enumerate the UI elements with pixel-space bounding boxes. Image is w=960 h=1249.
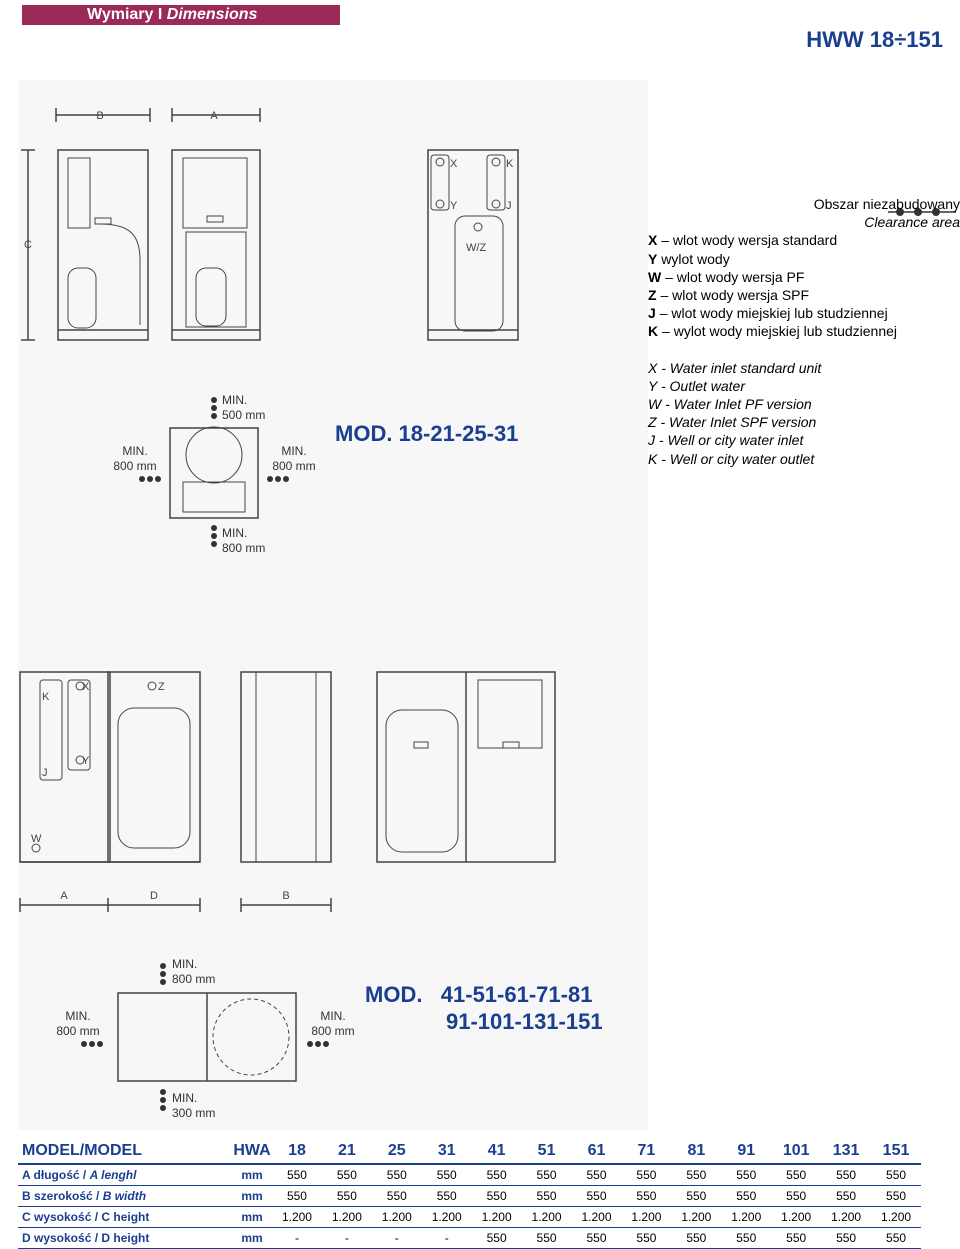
mod1-side-view — [21, 108, 150, 340]
mod1-label: MOD. 18-21-25-31 — [335, 421, 519, 446]
table-cell: 550 — [721, 1228, 771, 1249]
model-column-header: 81 — [671, 1139, 721, 1164]
table-cell: 1.200 — [721, 1207, 771, 1228]
table-cell: 550 — [472, 1164, 522, 1186]
legend-item-en: J - Well or city water inlet — [648, 432, 804, 449]
mod1-top-clearance-view — [170, 427, 258, 518]
table-cell: 1.200 — [572, 1207, 622, 1228]
port-label-y2: Y — [82, 755, 90, 767]
min-label-top-2: MIN. — [172, 957, 198, 971]
table-cell: 550 — [721, 1186, 771, 1207]
table-cell: 550 — [721, 1164, 771, 1186]
row-unit: mm — [232, 1164, 272, 1186]
table-cell: 1.200 — [771, 1207, 821, 1228]
clearance-800-left-2: 800 mm — [56, 1024, 100, 1038]
table-cell: 550 — [621, 1164, 671, 1186]
min-label-bottom-2: MIN. — [172, 1091, 198, 1105]
port-label-x: X — [450, 158, 458, 170]
legend-key: J — [648, 305, 656, 322]
mod2-label-line2: 91-101-131-151 — [446, 1009, 603, 1034]
table-cell: 550 — [572, 1228, 622, 1249]
legend-text: wlot wody wersja PF — [676, 268, 805, 285]
legend-dash: – — [660, 287, 669, 304]
port-label-j2: J — [42, 767, 48, 779]
model-column-header: 61 — [572, 1139, 622, 1164]
legend-list-pl — [648, 231, 960, 340]
table-cell: 550 — [272, 1186, 322, 1207]
section-title-en: Dimensions — [166, 6, 258, 23]
legend-dash: – — [661, 232, 670, 249]
legend-item-en: X - Water inlet standard unit — [648, 359, 822, 376]
table-cell: 550 — [871, 1186, 921, 1207]
table-cell: 1.200 — [821, 1207, 871, 1228]
row-unit: mm — [232, 1186, 272, 1207]
legend-item-en: K - Well or city water outlet — [648, 450, 815, 467]
row-label — [18, 1207, 232, 1228]
port-label-k2: K — [42, 691, 50, 703]
table-cell: 1.200 — [621, 1207, 671, 1228]
table-cell: 550 — [272, 1164, 322, 1186]
legend-dash: – — [665, 268, 673, 285]
model-column-header: 25 — [372, 1139, 422, 1164]
clearance-300: 300 mm — [172, 1106, 216, 1120]
row-label-pl: D wysokość / D height — [22, 1231, 150, 1245]
legend-text: wlot wody miejskiej lub studziennej — [671, 305, 888, 322]
table-cell: 550 — [422, 1186, 472, 1207]
clearance-800-right: 800 mm — [272, 459, 316, 473]
table-cell: 1.200 — [422, 1207, 472, 1228]
table-cell: 1.200 — [871, 1207, 921, 1228]
clearance-800-left: 800 mm — [113, 459, 157, 473]
table-header-row — [18, 1139, 921, 1164]
row-unit: mm — [232, 1207, 272, 1228]
port-label-x2: X — [82, 681, 90, 693]
table-cell: 550 — [771, 1228, 821, 1249]
legend-key: X — [648, 232, 658, 249]
port-label-y: Y — [450, 200, 458, 212]
legend-key: K — [648, 323, 659, 340]
table-cell: - — [322, 1228, 372, 1249]
dim-label-a2: A — [60, 890, 68, 902]
model-column-header: 91 — [721, 1139, 771, 1164]
table-cell: 550 — [522, 1164, 572, 1186]
dim-label-d: D — [150, 890, 158, 902]
table-cell: 1.200 — [372, 1207, 422, 1228]
mod2-side-b-view — [241, 672, 331, 862]
dim-label-b2: B — [282, 890, 290, 902]
row-label — [18, 1164, 232, 1186]
legend-item-pl — [648, 304, 960, 322]
table-cell: - — [372, 1228, 422, 1249]
legend — [648, 195, 960, 468]
table-cell: 1.200 — [272, 1207, 322, 1228]
table-cell: 550 — [871, 1228, 921, 1249]
model-header: MODEL/MODEL — [18, 1139, 232, 1164]
legend-item-pl — [648, 322, 960, 340]
min-label-left-2: MIN. — [65, 1009, 91, 1023]
table-cell: 550 — [572, 1186, 622, 1207]
legend-text: wlot wody wersja SPF — [672, 287, 810, 304]
table-cell: 550 — [771, 1164, 821, 1186]
model-range-title: HWW 18÷151 — [806, 27, 943, 52]
model-column-header: 21 — [322, 1139, 372, 1164]
table-row — [18, 1164, 921, 1186]
table-cell: 1.200 — [522, 1207, 572, 1228]
table-cell: 550 — [671, 1228, 721, 1249]
legend-key: W — [648, 268, 662, 285]
dim-label-b: B — [96, 110, 104, 122]
min-label-top: MIN. — [222, 393, 248, 407]
table-cell: 550 — [372, 1164, 422, 1186]
table-cell: 1.200 — [671, 1207, 721, 1228]
model-column-header: 51 — [522, 1139, 572, 1164]
min-label-bottom: MIN. — [222, 526, 248, 540]
port-label-k: K — [506, 158, 514, 170]
port-label-z: Z — [158, 681, 165, 693]
legend-item-pl — [648, 286, 960, 304]
legend-text: wylot wody — [661, 250, 730, 267]
section-title-separator: I — [157, 6, 163, 23]
mod2-label-line1: MOD. 41-51-61-71-81 — [365, 982, 593, 1007]
table-cell: 550 — [472, 1228, 522, 1249]
row-label-en: A lenghl — [89, 1168, 137, 1182]
table-cell: 550 — [821, 1186, 871, 1207]
table-cell: 550 — [422, 1164, 472, 1186]
legend-dash: – — [659, 305, 668, 322]
table-cell: 550 — [871, 1164, 921, 1186]
model-column-header: 101 — [771, 1139, 821, 1164]
dim-label-a: A — [210, 110, 218, 122]
table-row — [18, 1228, 921, 1249]
table-cell: 550 — [472, 1186, 522, 1207]
legend-item-en: Y - Outlet water — [648, 377, 746, 394]
legend-item-en: W - Water Inlet PF version — [648, 396, 812, 413]
clearance-800-right-2: 800 mm — [311, 1024, 355, 1038]
mod2-front-view — [377, 672, 555, 862]
clearance-800-bottom: 800 mm — [222, 541, 266, 555]
model-column-header: 18 — [272, 1139, 322, 1164]
table-cell: 550 — [821, 1164, 871, 1186]
row-label-pl: A długość / — [22, 1168, 90, 1182]
table-row — [18, 1186, 921, 1207]
legend-list-en — [648, 359, 960, 468]
table-cell: 550 — [621, 1228, 671, 1249]
min-label-right-2: MIN. — [320, 1009, 346, 1023]
legend-item-pl — [648, 268, 960, 286]
table-cell: 550 — [671, 1186, 721, 1207]
row-label-pl: C wysokość / C height — [22, 1210, 150, 1224]
table-body — [18, 1164, 921, 1249]
model-column-header: 131 — [821, 1139, 871, 1164]
table-cell: 550 — [821, 1228, 871, 1249]
port-label-w: W — [31, 833, 42, 845]
table-row — [18, 1207, 921, 1228]
model-column-header: 151 — [871, 1139, 921, 1164]
clearance-800-top-2: 800 mm — [172, 972, 216, 986]
table-cell: 550 — [671, 1164, 721, 1186]
table-cell: 550 — [322, 1186, 372, 1207]
table-cell: - — [422, 1228, 472, 1249]
row-label — [18, 1228, 232, 1249]
clearance-area-en: Clearance area — [864, 214, 960, 231]
row-label-en: B width — [102, 1189, 147, 1203]
table-cell: 550 — [522, 1186, 572, 1207]
legend-item-pl — [648, 250, 960, 268]
table-cell: 550 — [372, 1186, 422, 1207]
min-label-left: MIN. — [122, 444, 148, 458]
legend-dash: – — [662, 323, 670, 340]
model-column-header: 41 — [472, 1139, 522, 1164]
port-label-wz: W/Z — [466, 242, 487, 254]
legend-text: wylot wody miejskiej lub studziennej — [673, 323, 898, 340]
table-cell: 550 — [771, 1186, 821, 1207]
table-cell: 550 — [522, 1228, 572, 1249]
table-cell: 550 — [322, 1164, 372, 1186]
series-header: HWA — [232, 1139, 272, 1164]
table-cell: 1.200 — [472, 1207, 522, 1228]
port-label-j: J — [506, 200, 512, 212]
mod2-top-clearance-view — [118, 993, 296, 1081]
table-cell: 550 — [621, 1186, 671, 1207]
legend-key: Y — [648, 250, 658, 267]
clearance-500: 500 mm — [222, 408, 266, 422]
mod1-front-view — [172, 108, 260, 340]
section-title-pl: Wymiary — [87, 6, 154, 23]
row-label-pl: B szerokość / — [22, 1189, 103, 1203]
dimensions-table — [18, 1139, 921, 1249]
dim-label-c: C — [24, 239, 32, 251]
row-unit: mm — [232, 1228, 272, 1249]
clearance-area-pl: Obszar niezabudowany — [813, 196, 960, 212]
min-label-right: MIN. — [281, 444, 307, 458]
legend-text: wlot wody wersja standard — [672, 232, 838, 249]
model-column-header: 31 — [422, 1139, 472, 1164]
table-cell: 550 — [572, 1164, 622, 1186]
table-cell: 1.200 — [322, 1207, 372, 1228]
row-label — [18, 1186, 232, 1207]
model-column-header: 71 — [621, 1139, 671, 1164]
legend-item-pl — [648, 231, 960, 249]
table-cell: - — [272, 1228, 322, 1249]
legend-item-en: Z - Water Inlet SPF version — [648, 414, 817, 431]
legend-key: Z — [648, 287, 657, 304]
